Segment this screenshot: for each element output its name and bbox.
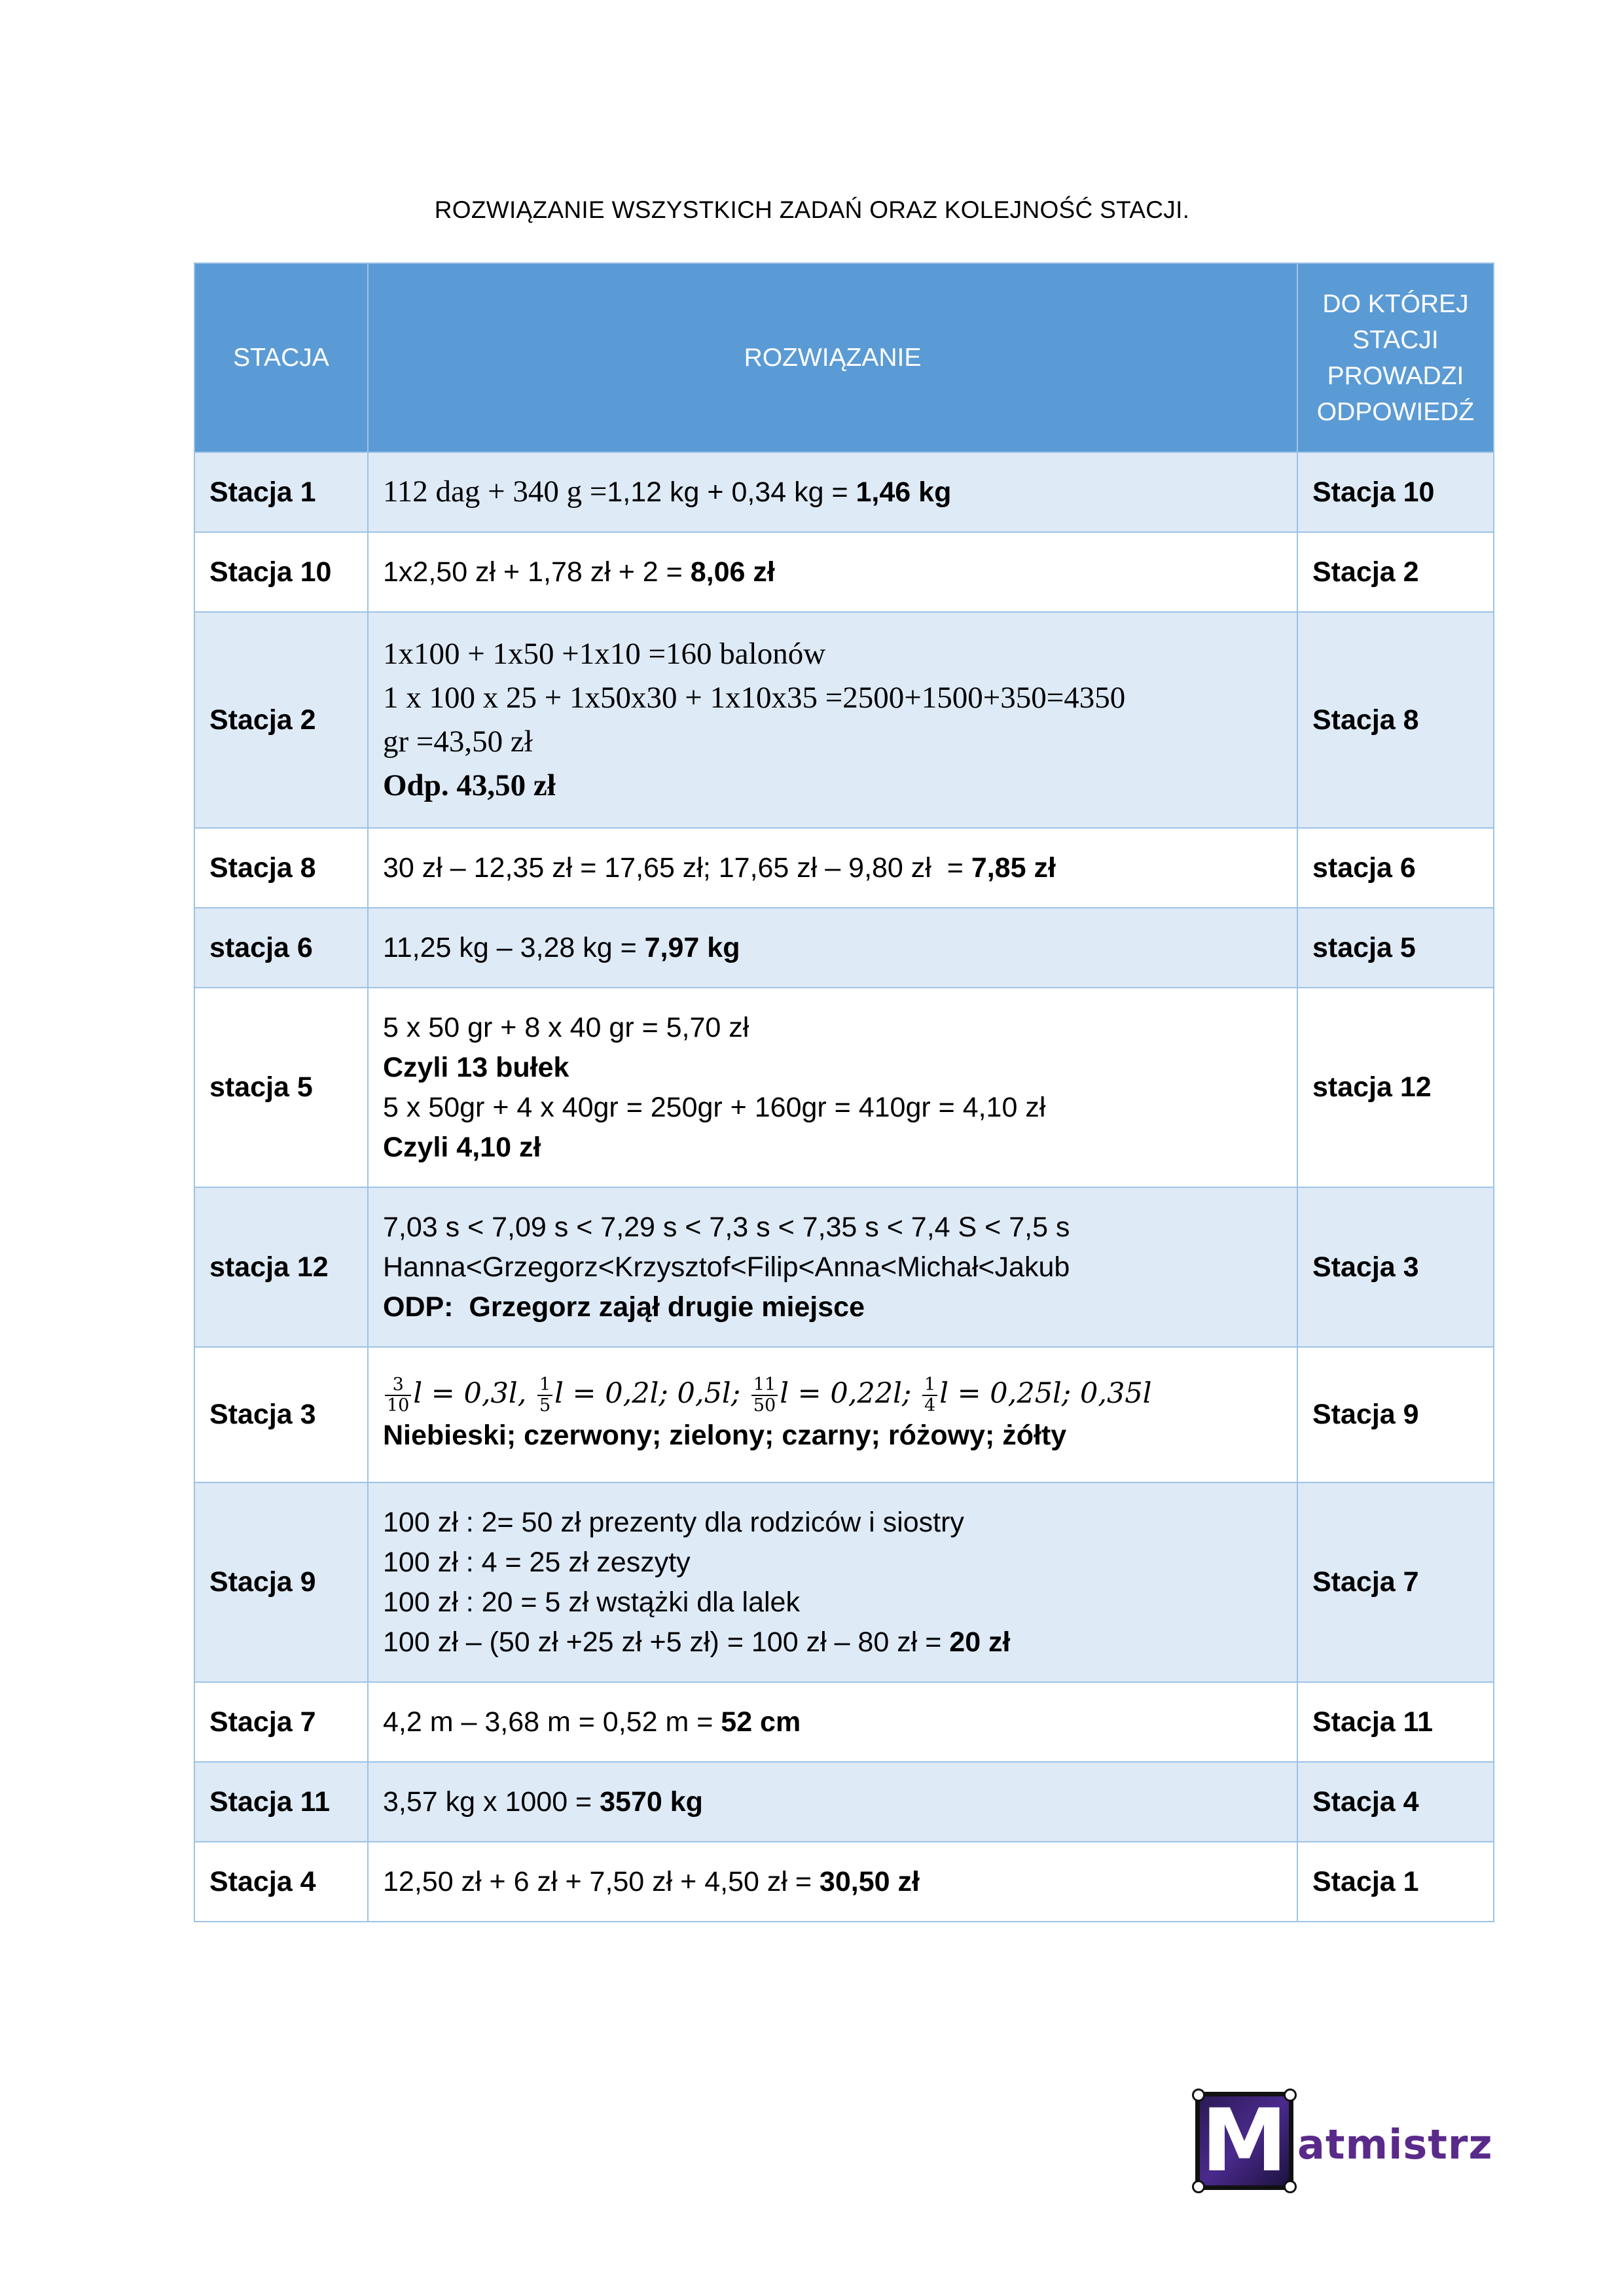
page-title: ROZWIĄZANIE WSZYSTKICH ZADAŃ ORAZ KOLEJNOŚĆ STACJI. [434, 196, 1190, 223]
logo-text: atmistrz [1297, 2121, 1493, 2168]
station-cell: stacja 12 [194, 1187, 368, 1347]
target-cell: Stacja 2 [1297, 532, 1494, 612]
header-leads-to: DO KTÓREJ STACJI PROWADZI ODPOWIEDŹ [1297, 263, 1494, 452]
station-cell: Stacja 3 [194, 1347, 368, 1482]
solution-cell: 112 dag + 340 g =1,12 kg + 0,34 kg = 1,46 kg [368, 452, 1297, 532]
solution-cell: 4,2 m – 3,68 m = 0,52 m = 52 cm [368, 1682, 1297, 1762]
table-row [194, 988, 1494, 1187]
logo-letter: M [1201, 2090, 1288, 2191]
station-cell: stacja 5 [194, 988, 368, 1187]
fraction: $\frac{3}{10}$ [385, 1375, 411, 1416]
table-row [194, 828, 1494, 908]
station-cell: Stacja 11 [194, 1762, 368, 1842]
station-cell: Stacja 2 [194, 612, 368, 828]
station-cell: Stacja 7 [194, 1682, 368, 1762]
solution-cell: 100 zł : 2= 50 zł prezenty dla rodziców i siostry 100 zł : 4 = 25 zł zeszyty 100 zł : 20 = 5 zł wstążki dla lalek 100 zł – (50 zł +25 zł +5 zł) = 100 zł – 80 zł = 20 zł [368, 1482, 1297, 1682]
table-row [194, 1482, 1494, 1682]
table-header-row [194, 263, 1494, 452]
solution-cell: 30 zł – 12,35 zł = 17,65 zł; 17,65 zł – 9,80 zł = 7,85 zł [368, 828, 1297, 908]
header-solution: ROZWIĄZANIE [368, 263, 1297, 452]
target-cell: Stacja 10 [1297, 452, 1494, 532]
table-row [194, 452, 1494, 532]
header-station: STACJA [194, 263, 368, 452]
target-cell: Stacja 1 [1297, 1842, 1494, 1922]
fraction: $\frac{11}{50}$ [751, 1375, 778, 1416]
solution-cell: 12,50 zł + 6 zł + 7,50 zł + 4,50 zł = 30,50 zł [368, 1842, 1297, 1922]
solution-cell: 11,25 kg – 3,28 kg = 7,97 kg [368, 908, 1297, 988]
station-cell: Stacja 10 [194, 532, 368, 612]
target-cell: Stacja 4 [1297, 1762, 1494, 1842]
target-cell: Stacja 8 [1297, 612, 1494, 828]
table-row [194, 532, 1494, 612]
table-row [194, 1682, 1494, 1762]
target-cell: stacja 5 [1297, 908, 1494, 988]
table-row [194, 1842, 1494, 1922]
table-row [194, 1187, 1494, 1347]
solution-cell: 5 x 50 gr + 8 x 40 gr = 5,70 zł Czyli 13 bułek 5 x 50gr + 4 x 40gr = 250gr + 160gr = 410gr = 4,10 zł Czyli 4,10 zł [368, 988, 1297, 1187]
solution-cell: 1x100 + 1x50 +1x10 =160 balonów 1 x 100 x 25 + 1x50x30 + 1x10x35 =2500+1500+350=4350 gr =43,50 zł Odp. 43,50 zł [368, 612, 1297, 828]
station-cell: Stacja 1 [194, 452, 368, 532]
station-cell: Stacja 4 [194, 1842, 368, 1922]
solution-cell: 3,57 kg x 1000 = 3570 kg [368, 1762, 1297, 1842]
solution-cell: 7,03 s < 7,09 s < 7,29 s < 7,3 s < 7,35 s < 7,4 S < 7,5 s Hanna<Grzegorz<Krzysztof<Filip<Anna<Michał<Jakub ODP: Grzegorz zajął drugie miejsce [368, 1187, 1297, 1347]
target-cell: stacja 12 [1297, 988, 1494, 1187]
target-cell: Stacja 11 [1297, 1682, 1494, 1762]
target-cell: Stacja 9 [1297, 1347, 1494, 1482]
solution-cell: 1x2,50 zł + 1,78 zł + 2 = 8,06 zł [368, 532, 1297, 612]
table-row [194, 1347, 1494, 1482]
target-cell: Stacja 7 [1297, 1482, 1494, 1682]
station-cell: Stacja 9 [194, 1482, 368, 1682]
target-cell: Stacja 3 [1297, 1187, 1494, 1347]
fraction: $\frac{1}{4}$ [922, 1375, 937, 1416]
target-cell: stacja 6 [1297, 828, 1494, 908]
solutions-table [194, 262, 1494, 1922]
table-row [194, 612, 1494, 828]
table-row [194, 908, 1494, 988]
solution-cell: $\frac{3}{10}$ l = 0,3l, $\frac{1}{5}$ l = 0,2l; 0,5l; $\frac{11}{50}$ l = 0,22l; $\frac{1}{4}$ l = 0,25l; 0,35l Niebieski; czerwony; zielony; czarny; różowy; żółty [368, 1347, 1297, 1482]
table-row [194, 1762, 1494, 1842]
station-cell: Stacja 8 [194, 828, 368, 908]
station-cell: stacja 6 [194, 908, 368, 988]
matmistrz-logo [1195, 2090, 1493, 2197]
fraction: $\frac{1}{5}$ [537, 1375, 552, 1416]
